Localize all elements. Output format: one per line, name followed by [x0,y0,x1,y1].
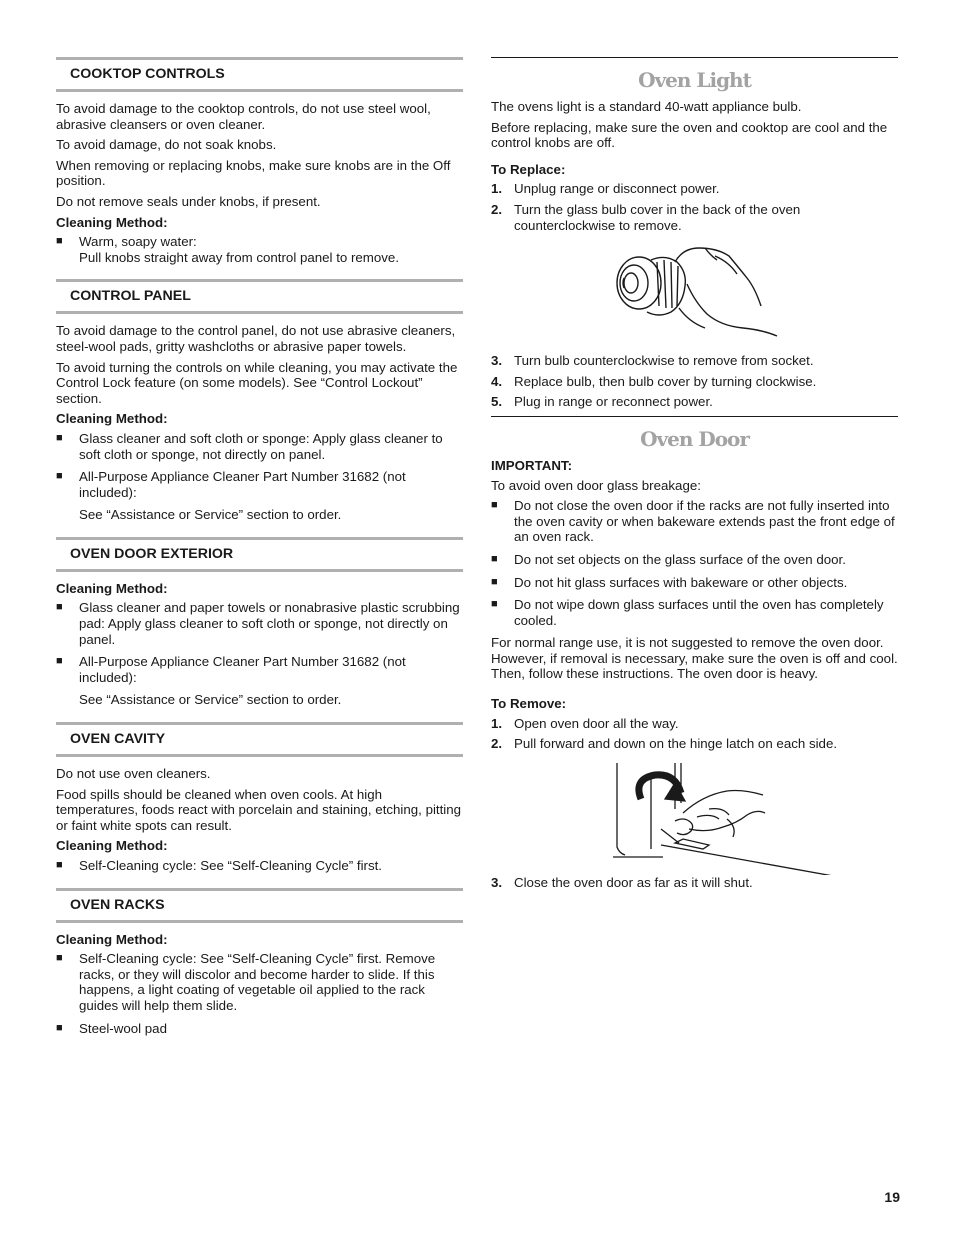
cleaning-method-label: Cleaning Method: [56,214,168,230]
paragraph: To avoid oven door glass breakage: [491,477,701,493]
bullet-text: Do not close the oven door if the racks are not fully inserted into the oven cavity or when bakeware extends past the front edge of an oven rack. [514,498,895,545]
paragraph: Do not remove seals under knobs, if present. [56,193,321,209]
step-text: Replace bulb, then bulb cover by turning clockwise. [514,373,817,389]
bulb-cover-illustration [491,238,898,353]
important-label: IMPORTANT: [491,457,573,473]
step-text: Open oven door all the way. [514,715,679,731]
step-item [491,353,898,369]
section-title-oven-light: Oven Light [638,68,751,92]
section-heading-oven-racks: OVEN RACKS [56,888,463,923]
bullet-item [56,431,463,462]
bullet-text: All-Purpose Appliance Cleaner Part Number 31682 (not included): [79,654,406,685]
step-text: Close the oven door as far as it will shut. [514,874,753,890]
step-number: 4. [491,373,503,389]
note-text: See “Assistance or Service” section to order. [79,507,342,523]
bullet-icon: ■ [491,598,498,611]
step-item [491,374,898,390]
bullet-icon: ■ [56,655,63,668]
step-item [491,202,898,233]
paragraph: To avoid damage, do not soak knobs. [56,137,277,153]
bullet-item [491,498,898,545]
section-heading-control-panel: CONTROL PANEL [56,279,463,314]
paragraph: To avoid damage to the control panel, do not use abrasive cleaners, steel-wool pads, gritty washcloths or abrasive paper towels. [56,323,456,354]
cleaning-method-label: Cleaning Method: [56,580,168,596]
bullet-text: Warm, soapy water: [79,234,197,250]
step-item [491,181,898,197]
section-divider [491,416,898,417]
step-text: Pull forward and down on the hinge latch on each side. [514,736,838,752]
bullet-text: Glass cleaner and paper towels or nonabrasive plastic scrubbing pad: Apply glass cleaner to soft cloth or sponge, not directly on panel. [79,600,460,647]
bullet-item [56,600,463,647]
bullet-item [491,575,898,591]
paragraph: Before replacing, make sure the oven and cooktop are cool and the control knobs are off. [491,119,888,151]
bullet-item [56,469,463,500]
note-text: See “Assistance or Service” section to order. [79,692,342,708]
step-number: 3. [491,874,503,890]
cleaning-method-label: Cleaning Method: [56,838,168,854]
bullet-item [56,858,463,874]
bullet-text: Self-Cleaning cycle: See “Self-Cleaning Cycle” first. [79,858,382,873]
subheading-to-remove: To Remove: [491,696,567,712]
step-number: 3. [491,353,503,369]
paragraph: Food spills should be cleaned when oven cools. At high temperatures, foods react with porcelain and staining, etching, pitting or faint white spots can result. [56,786,462,833]
bullet-item [491,552,898,568]
section-heading-oven-door-exterior: OVEN DOOR EXTERIOR [56,537,463,572]
step-item [491,716,898,732]
step-item [491,875,898,891]
subheading-to-replace: To Replace: [491,161,566,177]
paragraph: To avoid damage to the cooktop controls, do not use steel wool, abrasive cleansers or oven cleaner. [56,101,431,132]
bullet-icon: ■ [56,952,63,965]
bullet-icon: ■ [56,601,63,614]
section-heading-oven-cavity: OVEN CAVITY [56,722,463,757]
paragraph: When removing or replacing knobs, make sure knobs are in the Off position. [56,157,451,189]
step-item [491,736,898,752]
bullet-item [56,951,463,1013]
bullet-text: Glass cleaner and soft cloth or sponge: Apply glass cleaner to soft cloth or sponge, not directly on panel. [79,430,443,462]
step-number: 1. [491,715,503,731]
section-heading-cooktop-controls: COOKTOP CONTROLS [56,57,463,92]
bullet-item [491,597,898,628]
bullet-text: All-Purpose Appliance Cleaner Part Number 31682 (not included): [79,469,406,500]
bullet-text: Self-Cleaning cycle: See “Self-Cleaning Cycle” first. Remove racks, or they will discolor and become harder to slide. If this happens, a light coating of vegetable oil applied to the rack guides will help them slide. [79,951,436,1013]
bullet-icon: ■ [56,470,63,483]
step-text: Turn bulb counterclockwise to remove from socket. [514,353,814,369]
cleaning-method-label: Cleaning Method: [56,931,168,947]
bullet-text: Do not wipe down glass surfaces until the oven has completely cooled. [514,597,884,628]
paragraph: To avoid turning the controls on while cleaning, you may activate the Control Lock feature (on some models). See “Control Lockout” section. [56,359,458,406]
bullet-icon: ■ [56,859,63,871]
bullet-icon: ■ [56,1021,63,1034]
page-number: 19 [884,1189,900,1205]
bullet-icon: ■ [56,431,63,444]
bullet-icon: ■ [491,552,498,565]
section-divider [491,57,898,58]
bullet-icon: ■ [491,499,498,512]
left-column [56,57,463,1043]
step-number: 2. [491,736,503,752]
hinge-latch-illustration [491,757,898,875]
step-number: 2. [491,201,503,217]
paragraph: For normal range use, it is not suggested to remove the oven door. However, if removal is necessary, make sure the oven is off and cool. Then, follow these instructions. The oven door is heavy. [491,635,898,682]
bullet-text: Steel-wool pad [79,1020,167,1036]
step-number: 1. [491,181,503,197]
cleaning-method-label: Cleaning Method: [56,411,168,427]
bullet-text: Do not hit glass surfaces with bakeware or other objects. [514,574,848,590]
step-text: Unplug range or disconnect power. [514,181,720,197]
bullet-item [56,234,463,265]
bullet-item [56,654,463,685]
step-text: Plug in range or reconnect power. [514,394,713,410]
step-text: Turn the glass bulb cover in the back of the oven counterclockwise to remove. [514,201,801,233]
step-number: 5. [491,394,503,410]
bullet-icon: ■ [56,235,63,248]
paragraph: Do not use oven cleaners. [56,766,211,782]
section-title-oven-door: Oven Door [640,426,749,451]
paragraph: The ovens light is a standard 40-watt appliance bulb. [491,99,802,114]
right-column [491,57,898,895]
bullet-text: Pull knobs straight away from control panel to remove. [79,249,400,265]
step-item [491,394,898,410]
bullet-item [56,1021,463,1037]
bullet-icon: ■ [491,575,498,588]
bullet-text: Do not set objects on the glass surface of the oven door. [514,551,846,567]
